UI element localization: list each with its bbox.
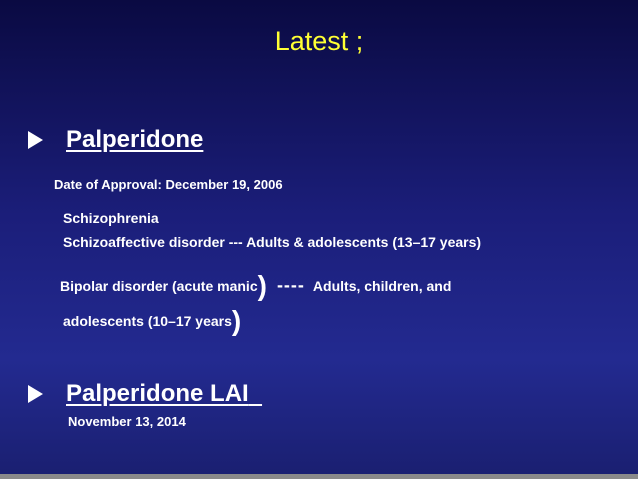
bullet-palperidone-lai	[28, 380, 262, 408]
indication-schizophrenia: Schizophrenia	[63, 210, 159, 226]
arrow-bullet-icon	[28, 385, 43, 403]
bottom-bar	[0, 474, 638, 479]
bullet-palperidone	[28, 126, 203, 154]
indication-schizoaffective: Schizoaffective disorder --- Adults & adolescents (13–17 years)	[63, 234, 482, 250]
indication-bipolar-cont	[63, 303, 242, 336]
dashes: ----	[276, 275, 305, 295]
heading-lai-text: Palperidone LAI	[66, 380, 249, 407]
lai-date: November 13, 2014	[68, 414, 186, 429]
indication-bipolar	[60, 268, 452, 301]
adolescents-text: adolescents (10–17 years	[63, 313, 232, 329]
heading-palperidone-lai	[66, 380, 262, 408]
bipolar-population: Adults, children, and	[312, 278, 452, 294]
paren-close-2: )	[231, 305, 242, 336]
arrow-bullet-icon	[28, 131, 43, 149]
bipolar-text: Bipolar disorder (acute manic	[60, 278, 258, 294]
approval-date: Date of Approval: December 19, 2006	[54, 177, 283, 192]
paren-close: )	[257, 270, 267, 301]
slide-title: Latest ;	[274, 26, 364, 56]
heading-palperidone: Palperidone	[66, 126, 204, 153]
